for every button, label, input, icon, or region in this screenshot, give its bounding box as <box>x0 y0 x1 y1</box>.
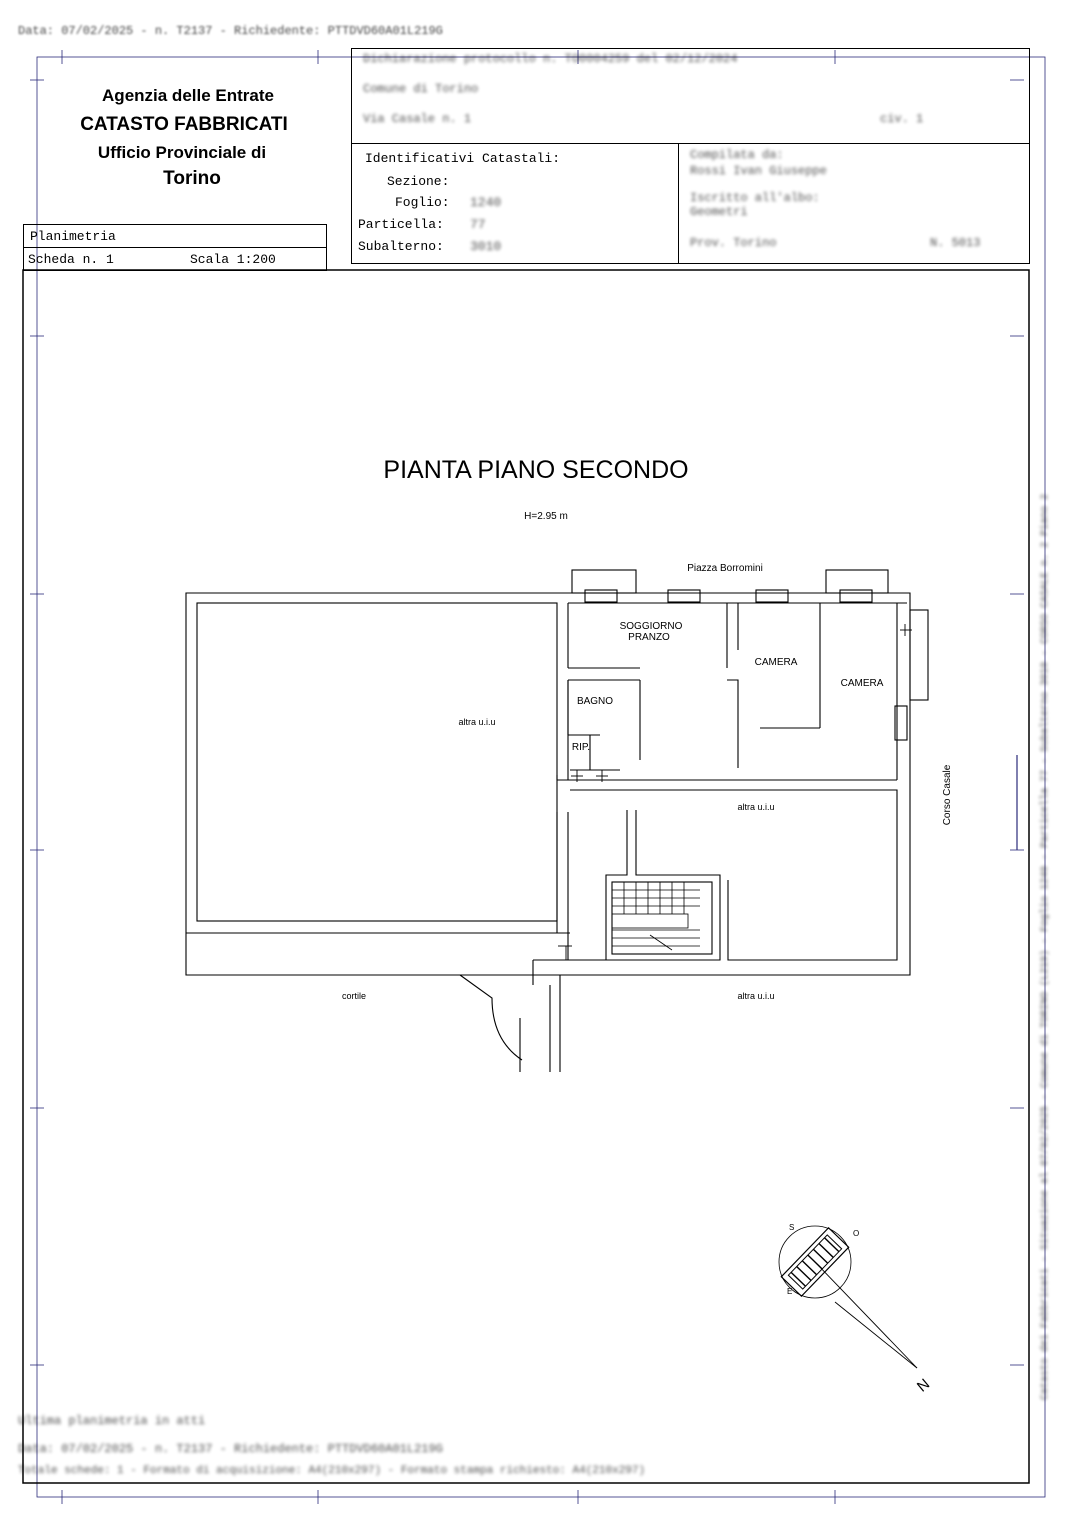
room-camera-1: CAMERA <box>754 657 798 668</box>
label-cortile: cortile <box>341 991 367 1001</box>
label-altra-uiu-1: altra u.i.u <box>458 717 496 727</box>
top-banner-text: Data: 07/02/2025 - n. T2137 - Richiedente: PTTDVD60A01L219G <box>18 24 443 38</box>
footer-line-1: Ultima planimetria in atti <box>18 1414 206 1428</box>
room-camera-2: CAMERA <box>840 678 884 689</box>
left-unit-outline <box>197 603 557 921</box>
comune-line: Comune di Torino <box>363 82 479 96</box>
scale-label: Scala 1:200 <box>190 252 276 267</box>
compilata-label: Compilata da: <box>690 148 784 162</box>
compass-o: O <box>853 1229 860 1238</box>
side-annotation: Catasto dei Fabbricati - Situazione al 07/02/2025 - Comune di TORINO (L219) - Foglio 1240 - Particella 77 - Subalterno 3010 - CORSO CASALE n. 2 Piano 2 <box>1040 493 1051 1400</box>
ufficio-label: Ufficio Provinciale di <box>97 143 267 162</box>
room-pranzo: PRANZO <box>628 632 670 643</box>
agency-name: Agenzia delle Entrate <box>102 86 274 105</box>
room-bagno: BAGNO <box>576 696 614 707</box>
room-ripostiglio: RIP. <box>571 742 591 753</box>
city-name: Torino <box>163 168 221 189</box>
identificativi-title: Identificativi Catastali: <box>365 151 561 166</box>
plan-title: PIANTA PIANO SECONDO <box>383 456 689 484</box>
iscritto-value: Geometri <box>690 205 748 219</box>
label-altra-uiu-3: altra u.i.u <box>737 991 775 1001</box>
room-soggiorno: SOGGIORNO <box>619 621 683 632</box>
subalterno-label: Subalterno: <box>358 239 444 254</box>
ceiling-height: H=2.95 m <box>524 511 568 522</box>
particella-value: 77 <box>470 217 486 232</box>
subalterno-value: 3010 <box>470 239 502 254</box>
label-altra-uiu-2: altra u.i.u <box>737 802 775 812</box>
north-label: N <box>913 1375 934 1396</box>
planimetria-label: Planimetria <box>30 229 116 244</box>
piazza-label: Piazza Borromini <box>687 563 763 574</box>
foglio-label: Foglio: <box>395 195 450 210</box>
building-outline <box>186 593 910 975</box>
compass-s: S <box>789 1223 795 1232</box>
catasto-title: CATASTO FABBRICATI <box>80 114 288 135</box>
scheda-number: Scheda n. 1 <box>28 252 114 267</box>
address-line: Via Casale n. 1 <box>363 112 472 126</box>
particella-label: Particella: <box>358 217 444 232</box>
civic-number: civ. 1 <box>880 112 924 126</box>
north-compass <box>779 1223 933 1396</box>
sezione-label: Sezione: <box>387 174 450 189</box>
foglio-value: 1240 <box>470 195 502 210</box>
iscritto-label: Iscritto all'albo: <box>690 191 820 205</box>
compass-e: E <box>787 1287 793 1296</box>
declaration-line: Dichiarazione protocollo n. TO0004259 del 02/12/2024 <box>363 52 738 66</box>
footer-line-2: Data: 07/02/2025 - n. T2137 - Richiedente: PTTDVD60A01L219G <box>18 1442 443 1456</box>
corso-label: Corso Casale <box>942 764 953 826</box>
compilata-name: Rossi Ivan Giuseppe <box>690 164 827 178</box>
prov-label: Prov. Torino <box>690 236 777 250</box>
footer-line-3: Totale schede: 1 - Formato di acquisizione: A4(210x297) - Formato stampa richiesto: A4(210x297) <box>18 1465 646 1477</box>
prov-number: N. 5013 <box>930 236 981 250</box>
